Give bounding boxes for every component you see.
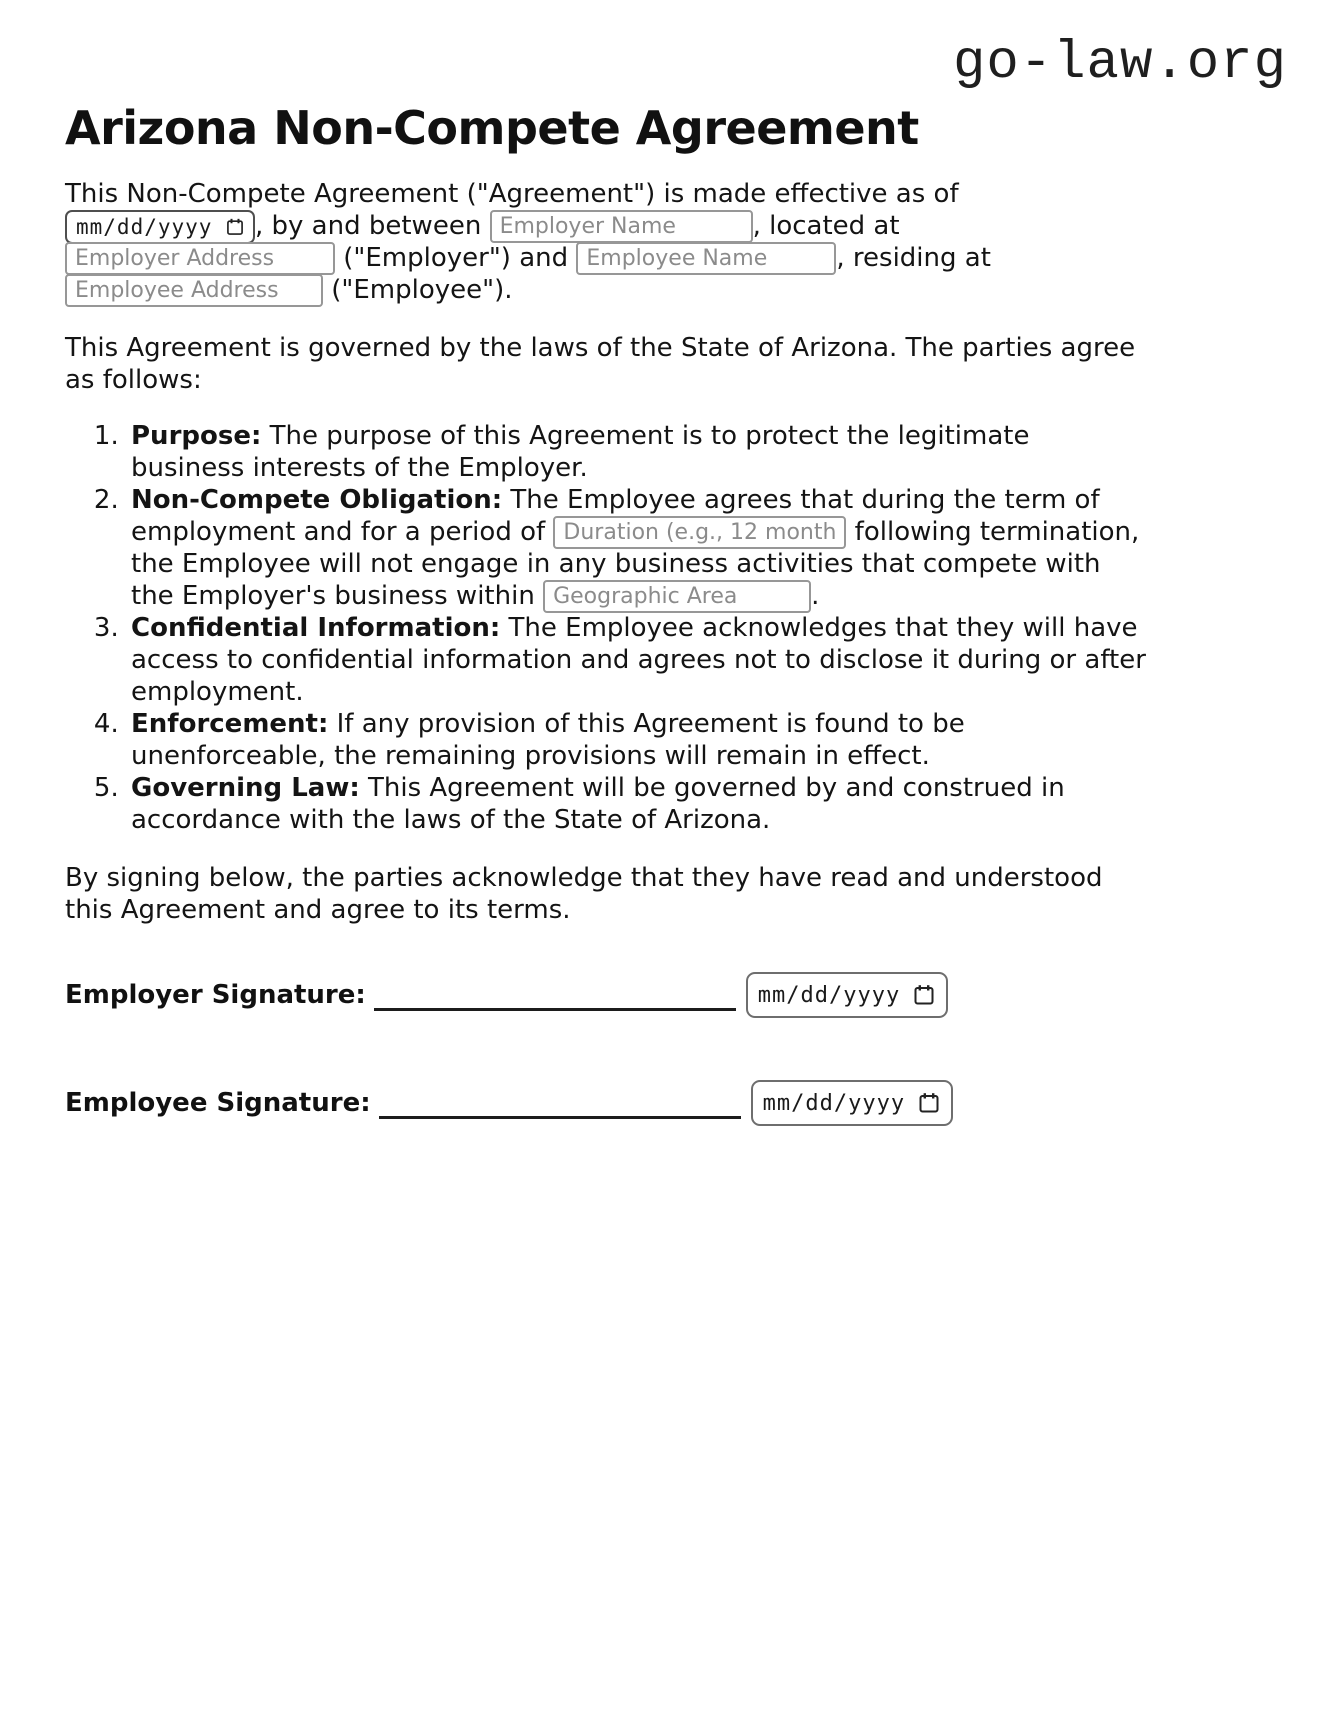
governing-paragraph: This Agreement is governed by the laws of the State of Arizona. The parties agree as follows: <box>65 333 1136 395</box>
intro-text-residing-at: , residing at <box>836 243 991 273</box>
employer-name-input[interactable] <box>490 210 753 243</box>
employee-signature-line <box>379 1088 741 1119</box>
employee-sign-date-value: mm/dd/yyyy <box>762 1090 906 1116</box>
geographic-area-input[interactable] <box>543 580 811 613</box>
term-label: Confidential Information: <box>131 613 501 643</box>
term-text: The Employee agrees that during the term of employment and for a period of <box>131 485 1100 547</box>
employer-signature-label: Employer Signature: <box>65 980 366 1010</box>
calendar-icon[interactable] <box>912 983 936 1007</box>
employee-name-input[interactable] <box>576 242 836 275</box>
term-text: The purpose of this Agreement is to protect the legitimate business interests of the Employer. <box>131 421 1030 483</box>
term-text: This Agreement will be governed by and construed in accordance with the laws of the State of Arizona. <box>131 773 1065 835</box>
term-text: If any provision of this Agreement is found to be unenforceable, the remaining provisions will remain in effect. <box>131 709 965 771</box>
term-label: Non-Compete Obligation: <box>131 485 503 515</box>
employer-signature-line <box>374 980 736 1011</box>
employee-address-input[interactable] <box>65 274 323 307</box>
employer-sign-date-input[interactable] <box>746 972 948 1018</box>
intro-text-employer-and: ("Employer") and <box>335 243 577 273</box>
term-item-non-compete <box>127 484 1147 612</box>
term-text: . <box>811 581 820 611</box>
closing-paragraph: By signing below, the parties acknowledge that they have read and understood this Agreement and agree to its terms. <box>65 863 1103 925</box>
page-title: Arizona Non-Compete Agreement <box>65 101 919 155</box>
employer-address-input[interactable] <box>65 242 335 275</box>
intro-text-employee: ("Employee"). <box>323 275 513 305</box>
term-label: Governing Law: <box>131 773 360 803</box>
intro-text-located-at: , located at <box>752 211 900 241</box>
employee-signature-row <box>65 1080 1147 1126</box>
employer-sign-date-value: mm/dd/yyyy <box>757 982 901 1008</box>
intro-paragraph <box>65 178 1147 306</box>
term-item-confidential <box>127 612 1147 708</box>
calendar-icon[interactable] <box>917 1091 941 1115</box>
terms-list <box>65 420 1147 836</box>
term-item-enforcement <box>127 708 1147 772</box>
document-content <box>65 178 1147 1126</box>
effective-date-value: mm/dd/yyyy <box>76 214 213 239</box>
employee-sign-date-input[interactable] <box>751 1080 953 1126</box>
effective-date-input[interactable] <box>65 210 255 244</box>
calendar-icon[interactable] <box>225 217 245 237</box>
term-item-purpose <box>127 420 1147 484</box>
employee-signature-label: Employee Signature: <box>65 1088 371 1118</box>
term-text: The Employee acknowledges that they will have access to confidential information and agrees not to disclose it during or after employment. <box>131 613 1146 707</box>
intro-text-effective: This Non-Compete Agreement ("Agreement") is made effective as of <box>65 179 959 209</box>
intro-text-by-between: , by and between <box>255 211 490 241</box>
brand-logo: go-law.org <box>952 33 1287 94</box>
term-text: following termination, the Employee will not engage in any business activities that compete with the Employer's business within <box>131 517 1140 611</box>
duration-input[interactable] <box>553 516 846 549</box>
term-label: Purpose: <box>131 421 262 451</box>
employer-signature-row <box>65 972 1147 1018</box>
term-item-governing-law <box>127 772 1147 836</box>
term-label: Enforcement: <box>131 709 329 739</box>
